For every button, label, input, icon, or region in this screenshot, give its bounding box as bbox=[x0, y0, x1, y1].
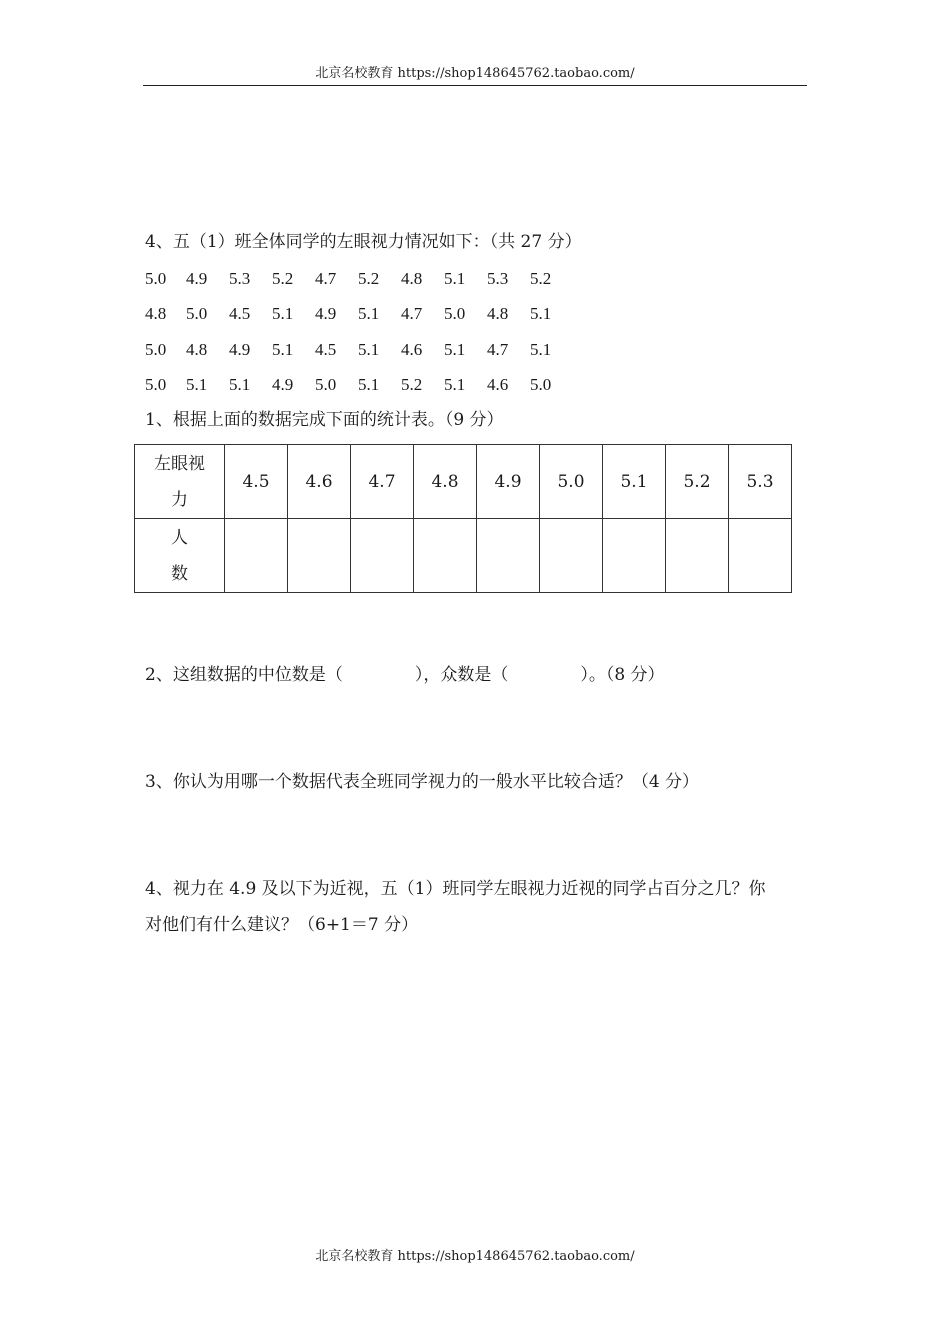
table-row-vision bbox=[135, 445, 792, 519]
data-value: 5.0 bbox=[145, 269, 167, 288]
q2-text-3: ）。（8 分） bbox=[580, 665, 665, 685]
data-value: 5.2 bbox=[530, 269, 552, 288]
question-3: 3、你认为用哪一个数据代表全班同学视力的一般水平比较合适？（4 分） bbox=[145, 772, 700, 792]
data-value: 5.1 bbox=[272, 304, 294, 323]
table-header-vision bbox=[135, 445, 225, 519]
data-value: 5.0 bbox=[530, 375, 552, 394]
data-value: 5.1 bbox=[358, 340, 380, 359]
header-vision-line1: 左眼视 bbox=[154, 453, 205, 474]
count-cell[interactable] bbox=[477, 519, 540, 593]
table-col-header: 4.6 bbox=[288, 445, 351, 519]
data-value: 4.7 bbox=[315, 269, 337, 288]
count-cell[interactable] bbox=[414, 519, 477, 593]
statistics-table bbox=[134, 444, 792, 593]
data-value: 5.3 bbox=[229, 269, 251, 288]
data-value: 5.2 bbox=[358, 269, 380, 288]
table-col-header: 5.0 bbox=[540, 445, 603, 519]
count-cell[interactable] bbox=[603, 519, 666, 593]
header-count-line2: 数 bbox=[171, 563, 188, 584]
data-value: 4.8 bbox=[186, 340, 208, 359]
data-value: 5.1 bbox=[229, 375, 251, 394]
header-rule bbox=[143, 85, 807, 86]
data-value: 5.0 bbox=[186, 304, 208, 323]
count-cell[interactable] bbox=[666, 519, 729, 593]
data-value: 4.8 bbox=[401, 269, 423, 288]
data-value: 5.1 bbox=[186, 375, 208, 394]
data-value: 4.9 bbox=[272, 375, 294, 394]
data-value: 5.0 bbox=[315, 375, 337, 394]
header-count-line1: 人 bbox=[171, 527, 188, 548]
question-2 bbox=[145, 664, 665, 686]
data-value: 4.9 bbox=[229, 340, 251, 359]
table-header-count bbox=[135, 519, 225, 593]
data-value: 5.0 bbox=[145, 375, 167, 394]
table-col-header: 5.1 bbox=[603, 445, 666, 519]
data-value: 4.7 bbox=[487, 340, 509, 359]
header-vision-line2: 力 bbox=[171, 489, 188, 510]
table-col-header: 4.8 bbox=[414, 445, 477, 519]
data-value: 4.8 bbox=[145, 304, 167, 323]
count-cell[interactable] bbox=[540, 519, 603, 593]
table-col-header: 4.5 bbox=[225, 445, 288, 519]
data-value: 4.6 bbox=[401, 340, 423, 359]
table-col-header: 5.3 bbox=[729, 445, 792, 519]
count-cell[interactable] bbox=[288, 519, 351, 593]
table-row-count bbox=[135, 519, 792, 593]
page-header: 北京名校教育 https://shop148645762.taobao.com/ bbox=[315, 66, 635, 81]
count-cell[interactable] bbox=[225, 519, 288, 593]
question-1: 1、根据上面的数据完成下面的统计表。（9 分） bbox=[145, 410, 504, 430]
data-value: 4.9 bbox=[186, 269, 208, 288]
count-cell[interactable] bbox=[351, 519, 414, 593]
data-value: 5.0 bbox=[145, 340, 167, 359]
table-col-header: 4.7 bbox=[351, 445, 414, 519]
table-col-header: 5.2 bbox=[666, 445, 729, 519]
data-value: 5.3 bbox=[487, 269, 509, 288]
data-value: 5.1 bbox=[444, 269, 466, 288]
question-4-line2: 对他们有什么建议？（6+1＝7 分） bbox=[145, 915, 419, 935]
page-footer: 北京名校教育 https://shop148645762.taobao.com/ bbox=[315, 1249, 635, 1264]
data-value: 4.5 bbox=[315, 340, 337, 359]
q2-text-2: ），众数是（ bbox=[414, 665, 509, 685]
data-value: 5.1 bbox=[358, 304, 380, 323]
data-value: 5.1 bbox=[272, 340, 294, 359]
data-value: 4.7 bbox=[401, 304, 423, 323]
data-value: 5.2 bbox=[401, 375, 423, 394]
table-col-header: 4.9 bbox=[477, 445, 540, 519]
data-value: 4.6 bbox=[487, 375, 509, 394]
data-value: 5.1 bbox=[358, 375, 380, 394]
question-4-line1: 4、视力在 4.9 及以下为近视，五（1）班同学左眼视力近视的同学占百分之几？你 bbox=[145, 879, 766, 899]
data-value: 4.9 bbox=[315, 304, 337, 323]
data-value: 5.0 bbox=[444, 304, 466, 323]
count-cell[interactable] bbox=[729, 519, 792, 593]
question-4-intro: 4、五（1）班全体同学的左眼视力情况如下：（共 27 分） bbox=[145, 232, 582, 252]
data-value: 5.1 bbox=[444, 375, 466, 394]
data-value: 4.5 bbox=[229, 304, 251, 323]
data-value: 5.1 bbox=[530, 304, 552, 323]
data-value: 5.2 bbox=[272, 269, 294, 288]
data-value: 5.1 bbox=[444, 340, 466, 359]
q2-text-1: 2、这组数据的中位数是（ bbox=[145, 665, 343, 685]
data-value: 5.1 bbox=[530, 340, 552, 359]
data-value: 4.8 bbox=[487, 304, 509, 323]
